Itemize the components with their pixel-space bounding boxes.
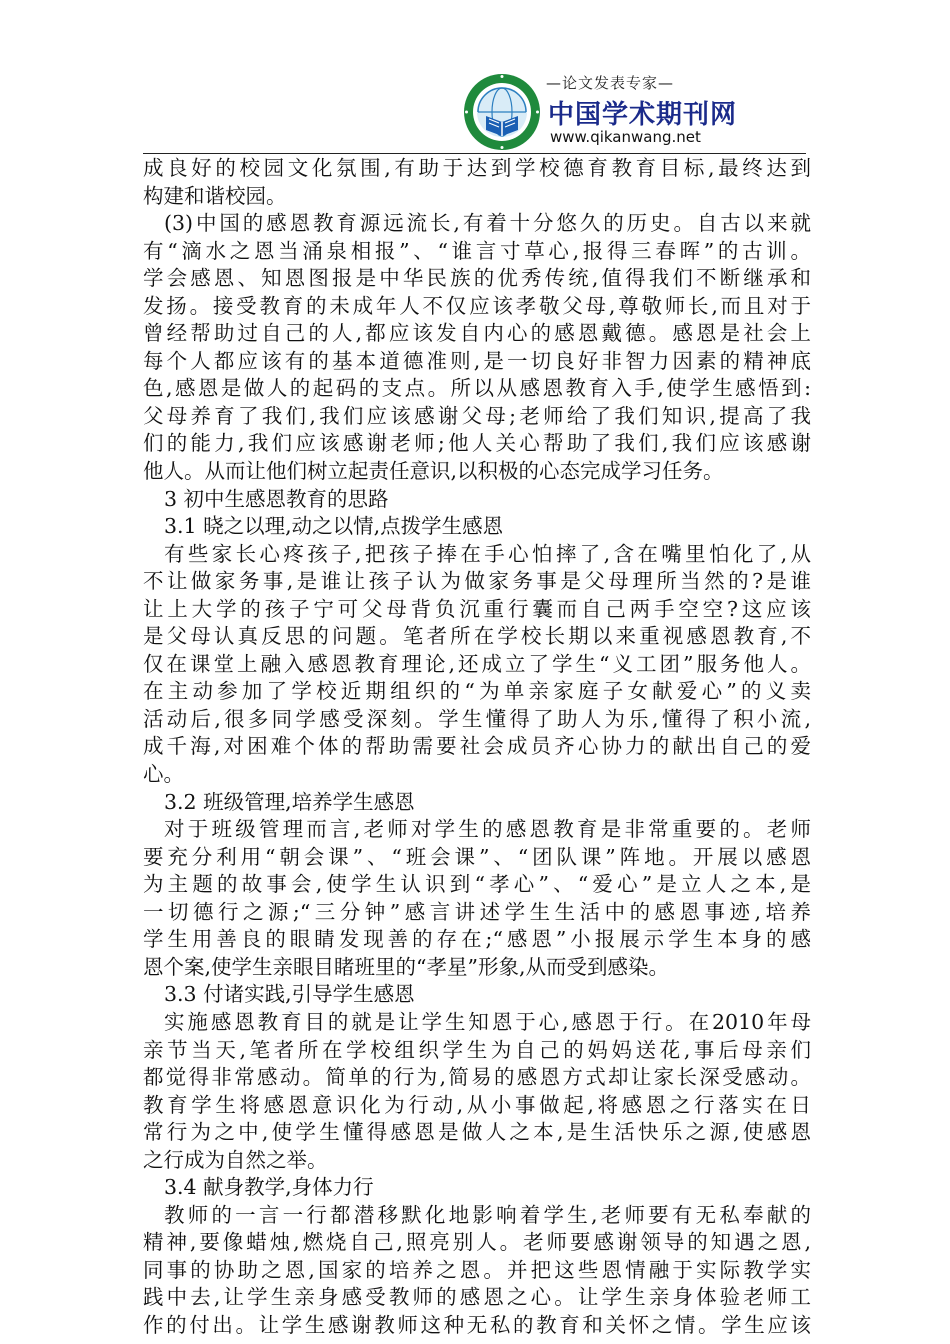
text-line: 有“滴水之恩当涌泉相报”、“谁言寸草心,报得三春晖”的古训。 xyxy=(143,238,811,263)
article-body xyxy=(143,155,811,1340)
text-line: 恩个案,使学生亲眼目睹班里的“孝星”形象,从而受到感染。 xyxy=(143,954,669,979)
logo-url: www.qikanwang.net xyxy=(550,128,701,146)
logo-tagline: —论文发表专家— xyxy=(546,74,675,92)
text-line: 践中去,让学生亲身感受教师的感恩之心。让学生亲身体验老师工 xyxy=(143,1285,811,1310)
text-line: 亲节当天,笔者所在学校组织学生为自己的妈妈送花,事后母亲们 xyxy=(143,1037,811,1062)
text-line: 常行为之中,使学生懂得感恩是做人之本,是生活快乐之源,使感恩 xyxy=(143,1120,811,1145)
text-line: 每个人都应该有的基本道德准则,是一切良好非智力因素的精神底 xyxy=(143,348,811,373)
text-line: 实施感恩教育目的就是让学生知恩于心,感恩于行。在2010年母 xyxy=(164,1009,811,1034)
text-line: 在主动参加了学校近期组织的“为单亲家庭子女献爱心”的义卖 xyxy=(143,679,811,704)
text-line: 之行成为自然之举。 xyxy=(143,1147,328,1172)
header-divider xyxy=(143,153,806,154)
text-line: 们的能力,我们应该感谢老师;他人关心帮助了我们,我们应该感谢 xyxy=(143,431,811,456)
text-line: (3)中国的感恩教育源远流长,有着十分悠久的历史。自古以来就 xyxy=(164,211,811,236)
text-line: 学生用善良的眼睛发现善的存在;“感恩”小报展示学生本身的感 xyxy=(143,927,811,952)
text-line: 成千海,对困难个体的帮助需要社会成员齐心协力的献出自己的爱 xyxy=(143,734,811,759)
text-line: 发扬。接受教育的未成年人不仅应该孝敬父母,尊敬师长,而且对于 xyxy=(143,293,811,318)
text-line: 仅在课堂上融入感恩教育理论,还成立了学生“义工团”服务他人。 xyxy=(143,651,811,676)
section-heading: 3.3 付诸实践,引导学生感恩 xyxy=(164,982,415,1007)
globe-book-logo-icon xyxy=(462,72,542,152)
text-line: 活动后,很多同学感受深刻。学生懂得了助人为乐,懂得了积小流, xyxy=(143,706,811,731)
text-line: 心。 xyxy=(143,762,184,787)
text-line: 一切德行之源;“三分钟”感言讲述学生生活中的感恩事迹,培养 xyxy=(143,899,811,924)
text-line: 色,感恩是做人的起码的支点。所以从感恩教育入手,使学生感悟到: xyxy=(143,376,811,401)
section-heading: 3.2 班级管理,培养学生感恩 xyxy=(164,789,415,814)
text-line: 不让做家务事,是谁让孩子认为做家务事是父母理所当然的?是谁 xyxy=(143,569,811,594)
text-line: 曾经帮助过自己的人,都应该发自内心的感恩戴德。感恩是社会上 xyxy=(143,321,811,346)
text-line: 学会感恩、知恩图报是中华民族的优秀传统,值得我们不断继承和 xyxy=(143,266,811,291)
text-line: 他人。从而让他们树立起责任意识,以积极的心态完成学习任务。 xyxy=(143,459,724,484)
text-line: 要充分利用“朝会课”、“班会课”、“团队课”阵地。开展以感恩 xyxy=(143,844,811,869)
text-line: 父母养育了我们,我们应该感谢父母;老师给了我们知识,提高了我 xyxy=(143,403,811,428)
text-line: 同事的协助之恩,国家的培养之恩。并把这些恩情融于实际教学实 xyxy=(143,1257,811,1282)
text-line: 让上大学的孩子宁可父母背负沉重行囊而自己两手空空?这应该 xyxy=(143,596,811,621)
text-line: 成良好的校园文化氛围,有助于达到学校德育教育目标,最终达到 xyxy=(143,156,811,180)
text-line: 精神,要像蜡烛,燃烧自己,照亮别人。老师要感谢领导的知遇之恩, xyxy=(143,1230,811,1255)
logo-title: 中国学术期刊网 xyxy=(548,100,738,130)
section-heading: 3.1 晓之以理,动之以情,点拨学生感恩 xyxy=(164,514,504,539)
text-line: 教师的一言一行都潜移默化地影响着学生,老师要有无私奉献的 xyxy=(164,1202,811,1227)
text-line: 作的付出。让学生感谢教师这种无私的教育和关怀之情。学生应该 xyxy=(143,1312,811,1337)
text-line: 教育学生将感恩意识化为行动,从小事做起,将感恩之行落实在日 xyxy=(143,1092,811,1117)
text-line: 是父母认真反思的问题。笔者所在学校长期以来重视感恩教育,不 xyxy=(143,624,811,649)
text-line: 构建和谐校园。 xyxy=(143,183,287,208)
text-line: 都觉得非常感动。简单的行为,简易的感恩方式却让家长深受感动。 xyxy=(143,1065,811,1090)
text-line: 有些家长心疼孩子,把孩子捧在手心怕摔了,含在嘴里怕化了,从 xyxy=(164,541,811,566)
section-heading: 3.4 献身教学,身体力行 xyxy=(164,1175,374,1200)
section-heading: 3 初中生感恩教育的思路 xyxy=(164,486,389,511)
site-header xyxy=(462,70,738,154)
text-line: 对于班级管理而言,老师对学生的感恩教育是非常重要的。老师 xyxy=(164,817,811,842)
text-line: 为主题的故事会,使学生认识到“孝心”、“爱心”是立人之本,是 xyxy=(143,872,811,897)
